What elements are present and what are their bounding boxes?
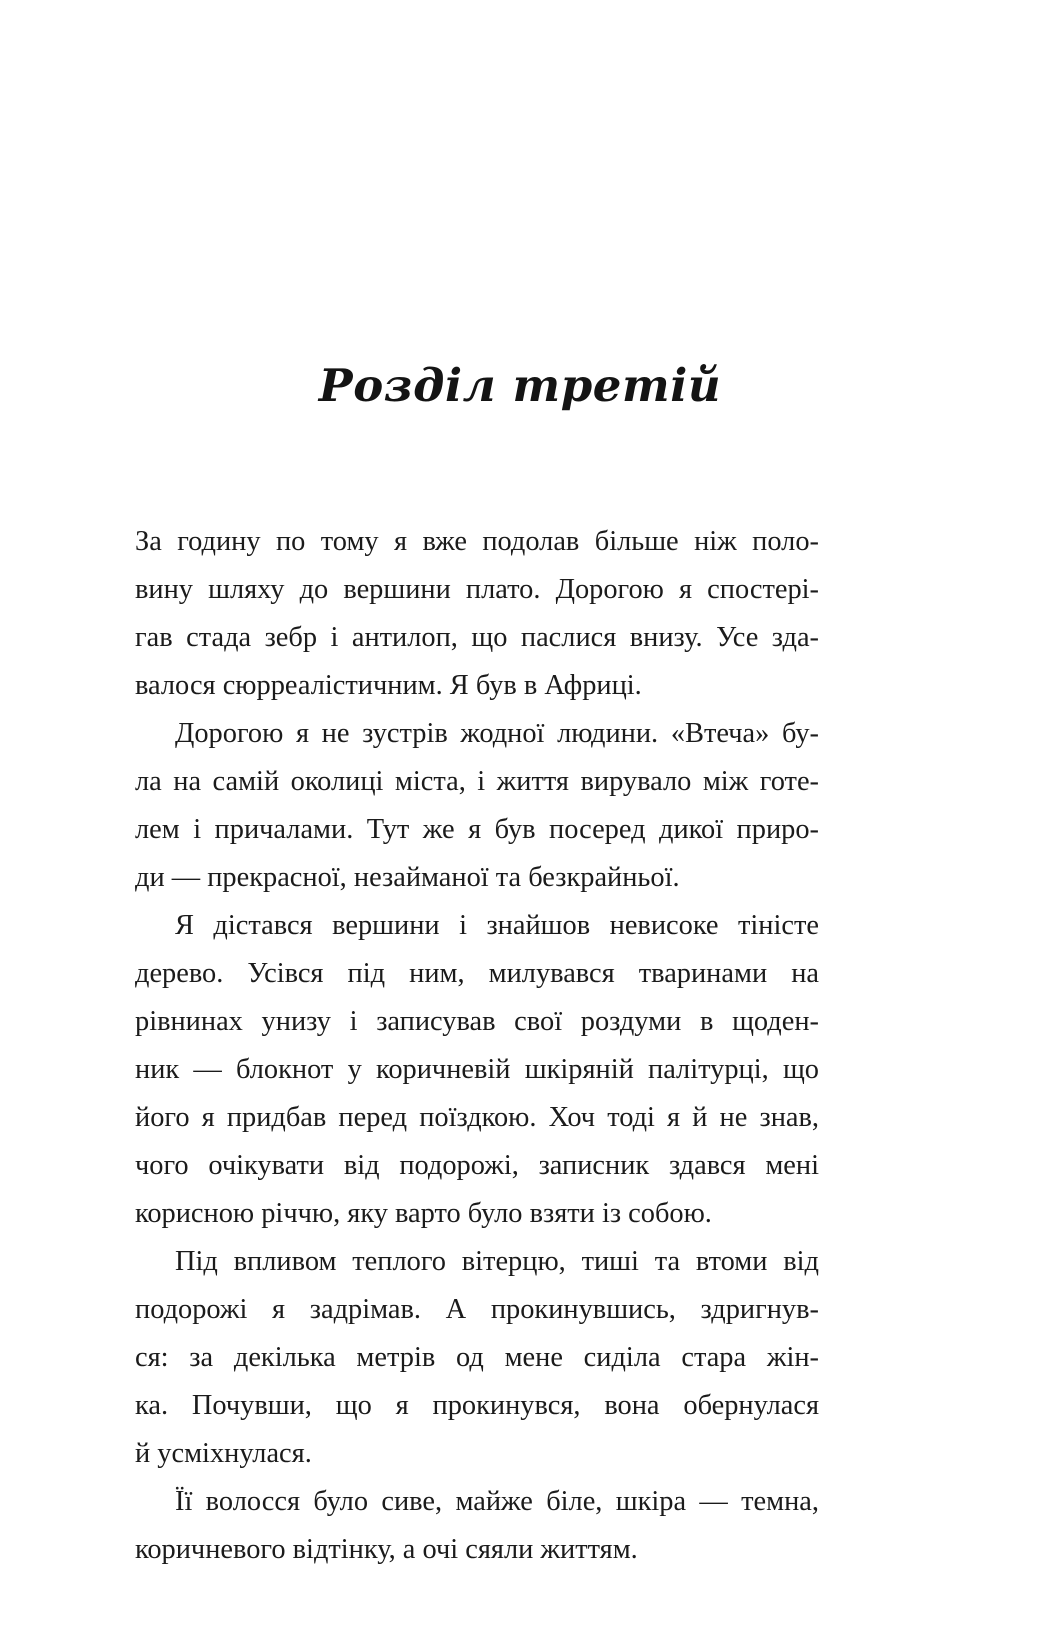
- text-line: чого очікувати від подорожі, записник здався мені: [135, 1150, 819, 1181]
- text-line: рівнинах унизу і записував свої роздуми в щоден-: [135, 1006, 819, 1037]
- text-line: Її волосся було сиве, майже біле, шкіра — темна,: [175, 1486, 819, 1517]
- paragraph-2: [135, 710, 819, 902]
- text-line: ка. Почувши, що я прокинувся, вона обернулася: [135, 1390, 819, 1421]
- paragraph-3: [135, 902, 819, 1238]
- text-line: подорожі я задрімав. А прокинувшись, здригнув-: [135, 1294, 819, 1325]
- paragraph-1: [135, 518, 819, 710]
- text-line: ла на самій околиці міста, і життя вирувало між готе-: [135, 766, 819, 797]
- text-line: дерево. Усівся під ним, милувався тваринами на: [135, 958, 819, 989]
- text-line: корисною річчю, яку варто було взяти із собою.: [135, 1198, 712, 1229]
- paragraph-5: [135, 1478, 819, 1574]
- text-line: За годину по тому я вже подолав більше ніж поло-: [135, 526, 819, 557]
- body-text-column: [135, 518, 819, 1574]
- text-line: гав стада зебр і антилоп, що паслися внизу. Усе зда-: [135, 622, 819, 653]
- text-line: коричневого відтінку, а очі сяяли життям.: [135, 1534, 638, 1565]
- text-line: ся: за декілька метрів од мене сиділа стара жін-: [135, 1342, 819, 1373]
- text-line: Під впливом теплого вітерцю, тиші та втоми від: [175, 1246, 819, 1277]
- text-line: вину шляху до вершини плато. Дорогою я спостері-: [135, 574, 819, 605]
- chapter-title: Розділ третій: [318, 359, 722, 413]
- text-line: валося сюрреалістичним. Я був в Африці.: [135, 670, 642, 701]
- text-line: Дорогою я не зустрів жодної людини. «Втеча» бу-: [175, 718, 819, 749]
- text-line: ник — блокнот у коричневій шкіряній палітурці, що: [135, 1054, 819, 1085]
- text-line: Я дістався вершини і знайшов невисоке тіністе: [175, 910, 819, 941]
- text-line: лем і причалами. Тут же я був посеред дикої приро-: [135, 814, 819, 845]
- text-line: ди — прекрасної, незайманої та безкрайньої.: [135, 862, 680, 893]
- text-line: його я придбав перед поїздкою. Хоч тоді я й не знав,: [135, 1102, 819, 1133]
- paragraph-4: [135, 1238, 819, 1478]
- text-line: й усміхнулася.: [135, 1438, 312, 1469]
